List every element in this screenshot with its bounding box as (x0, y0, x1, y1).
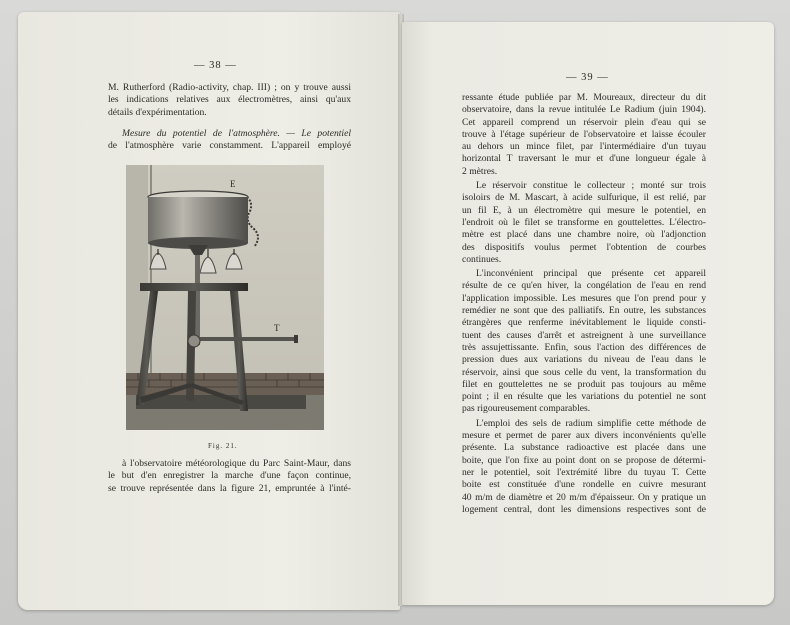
text-line: L'inconvénient principal que présente cet appareil (476, 268, 706, 280)
page-number-left: — 38 — (194, 60, 237, 71)
paragraph (462, 418, 706, 516)
text-line: étrangères que renferme inévitablement le liquide consti- (462, 317, 706, 329)
text-line: réservoir, ainsi que sous celle du vent, la transformation du (462, 366, 706, 378)
text-line: détails d'expérimentation. (108, 106, 207, 118)
text-line: l'endroit où le filet se transforme en gouttelettes. L'électro- (462, 216, 706, 228)
text-line: pression dues aux variations du niveau de l'eau dans le (462, 354, 706, 366)
figure-caption: Fig. 21. (208, 442, 238, 450)
figure-21-photo (126, 165, 324, 430)
text-line: remédier ne sont que des palliatifs. En outre, les substances (462, 305, 706, 317)
text-line: l'application impossible. Les mesures que l'on prend pour y (462, 292, 706, 304)
text-line: tuent des causes d'arrêt et astreignent à une surveillance (462, 329, 706, 341)
text-line: ressante étude publiée par M. Moureaux, directeur du dit (462, 92, 706, 103)
apparatus-illustration (126, 165, 324, 430)
text-line: Le réservoir constitue le collecteur ; monté sur trois (476, 180, 706, 192)
text-line: Cet appareil comprend un réservoir plein d'eau qui se (462, 116, 706, 128)
text-line: résulte de ce qu'en hiver, la congélation de l'eau en rend (462, 280, 706, 292)
text-line: M. Rutherford (Radio-activity, chap. III) ; on y trouve aussi (108, 82, 351, 93)
text-line: les indications relatives aux électromètres, ainsi qu'aux (108, 94, 351, 106)
text-line: des dispositifs voulus permet l'obtention de courbes (462, 241, 706, 253)
text-line: isoloirs de M. Mascart, à acide sulfurique, il est relié, par (462, 192, 706, 204)
text-line: continues. (462, 253, 502, 265)
text-line: filet en gouttelettes ne se produit pas toujours au même (462, 378, 706, 390)
figure-label-e: E (230, 179, 236, 189)
text-line: au dehors un mince filet, par l'intermédiaire d'un tuyau (462, 141, 706, 153)
text-line: ner le potentiel, soit l'extrémité libre du tuyau T. Cette (462, 466, 706, 478)
section-heading-line: Mesure du potentiel de l'atmosphère. — Le potentiel (122, 128, 351, 139)
right-page-text (462, 92, 706, 516)
paragraph (462, 268, 706, 416)
left-intro-text (108, 82, 351, 119)
text-line: très assujettissante. Enfin, sous l'action des différences de (462, 341, 706, 353)
text-line: 40 m/m de diamètre et 20 m/m d'épaisseur. On y pratique un (462, 491, 706, 503)
text-line: horizontal T traversant le mur et d'une longueur égale à (462, 153, 706, 165)
page-number-right: — 39 — (566, 72, 609, 83)
text-line: de l'atmosphère varie constamment. L'appareil employé (108, 140, 351, 152)
left-bottom-text (108, 458, 351, 495)
text-line: pas rigoureusement comparables. (462, 403, 591, 415)
text-line: se trouve représentée dans la figure 21, empruntée à l'inté- (108, 482, 351, 494)
paragraph (462, 180, 706, 266)
text-line: le but d'en enregistrer la marche d'une façon continue, (108, 470, 351, 482)
text-line: boite, que l'on fixe au point dont on se propose de détermi- (462, 454, 706, 466)
text-line: logement central, dont les dimensions respectives sont de (462, 503, 706, 515)
text-line: mesure et permet de parer aux divers inconvénients qu'elle (462, 430, 706, 442)
left-section-text (108, 128, 351, 153)
text-line: L'emploi des sels de radium simplifie cette méthode de (476, 417, 706, 429)
text-line: 2 mètres. (462, 165, 498, 177)
text-line: observatoire, dans la revue intitulée Le Radium (juin 1904). (462, 104, 706, 116)
text-line: point ; il en résulte que les variations du potentiel ne sont (462, 391, 706, 403)
text-line: trouve à l'étage supérieur de l'observatoire et laisse écouler (462, 128, 706, 140)
paragraph (462, 92, 706, 178)
text-line: mètre est placé dans une chambre noire, où l'adjonction (462, 229, 706, 241)
text-line: présente. La substance radioactive est placée dans une (462, 442, 706, 454)
text-line: un fil E, à un électromètre qui mesure le potentiel, en (462, 204, 706, 216)
text-line: à l'observatoire météorologique du Parc Saint-Maur, dans (122, 458, 351, 469)
figure-label-t: T (274, 323, 280, 333)
text-line: boite est constituée d'une rondelle en cuivre mesurant (462, 479, 706, 491)
